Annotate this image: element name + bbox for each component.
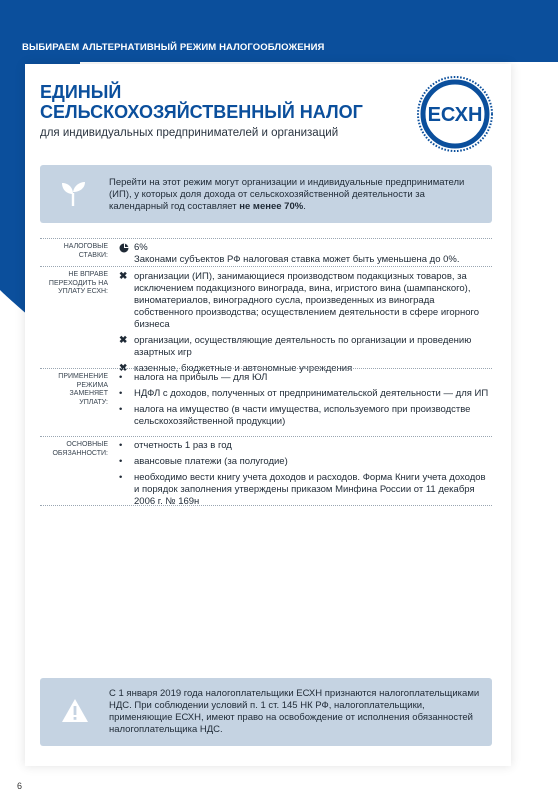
bullet-icon: •	[119, 472, 123, 483]
list-item-text: налога на прибыль — для ЮЛ	[134, 372, 268, 383]
list-item	[119, 271, 489, 331]
list-item	[119, 388, 489, 400]
row-tax-rates	[40, 238, 492, 265]
list-item-text: необходимо вести книгу учета доходов и расходов. Форма Книги учета доходов и порядок заполнения утверждены приказом Минфина России от 11 декабря 2006 г. № 169н	[134, 472, 486, 507]
info-text-end: .	[303, 201, 306, 212]
row-label-tax-rates: НАЛОГОВЫЕ СТАВКИ:	[63, 243, 108, 259]
list-item-text: НДФЛ с доходов, полученных от предпринимательской деятельности — для ИП	[134, 388, 489, 399]
pie-chart-icon	[119, 243, 129, 253]
page-title-line-1: ЕДИНЫЙ	[40, 82, 122, 102]
list-item-text: отчетность 1 раз в год	[134, 440, 232, 451]
sprout-icon	[58, 179, 88, 209]
list-item	[119, 335, 489, 359]
cross-icon: ✖	[119, 363, 128, 374]
list-item	[119, 404, 489, 428]
row-duties	[40, 436, 492, 506]
bullet-icon: •	[119, 404, 123, 415]
bullet-icon: •	[119, 456, 123, 467]
warning-text: С 1 января 2019 года налогоплательщики ЕСХН признаются налогоплательщиками НДС. При соблюдении условий п. 1 ст. 145 НК РФ, налогоплательщики, применяющие ЕСХН, имеют право на освобождение от исполнения обязанностей налогоплательщика НДС.	[109, 688, 480, 735]
warning-icon	[60, 696, 90, 726]
cross-icon: ✖	[119, 271, 128, 282]
row-body-excluded	[119, 271, 489, 379]
warning-box	[40, 678, 492, 746]
list-item	[119, 440, 489, 452]
info-box	[40, 165, 492, 223]
row-label-replaces: ПРИМЕНЕНИЕ РЕЖИМА ЗАМЕНЯЕТ УПЛАТУ:	[58, 373, 108, 406]
tax-rate-note: Законами субъектов РФ налоговая ставка может быть уменьшена до 0%.	[134, 254, 460, 265]
list-item	[119, 372, 489, 384]
list-item-text: организации (ИП), занимающиеся производством подакцизных товаров, за исключением подакцизного винограда, вина, игристого вина (шампанского), виноматериалов, виноградного сусла, произведенных из винограда собственного производства; осуществлением деятельности в сфере игорного бизнеса	[134, 271, 480, 330]
header-bar	[0, 0, 558, 62]
page-number: 6	[17, 781, 23, 791]
list-item	[119, 472, 489, 508]
list-item-text: казенные, бюджетные и автономные учреждения	[134, 363, 353, 374]
tax-rate-item	[119, 242, 489, 266]
bullet-icon: •	[119, 372, 123, 383]
row-label-excluded: НЕ ВПРАВЕ ПЕРЕХОДИТЬ НА УПЛАТУ ЕСХН:	[48, 271, 108, 295]
page-title-line-2: СЕЛЬСКОХОЗЯЙСТВЕННЫЙ НАЛОГ	[40, 102, 363, 122]
row-body-duties	[119, 440, 489, 512]
list-item-text: организации, осуществляющие деятельность по организации и проведению азартных игр	[134, 335, 472, 358]
list-item	[119, 456, 489, 468]
bullet-icon: •	[119, 388, 123, 399]
row-replaces	[40, 368, 492, 435]
page-title	[40, 82, 363, 122]
list-item-text: авансовые платежи (за полугодие)	[134, 456, 288, 467]
page-subtitle: для индивидуальных предпринимателей и организаций	[40, 127, 339, 139]
tax-rate-value: 6%	[134, 242, 148, 253]
cross-icon: ✖	[119, 335, 128, 346]
row-body-replaces	[119, 372, 489, 432]
row-label-duties: ОСНОВНЫЕ ОБЯЗАННОСТИ:	[52, 441, 108, 457]
badge-label: ЕСХН	[427, 104, 483, 126]
header-title: ВЫБИРАЕМ АЛЬТЕРНАТИВНЫЙ РЕЖИМ НАЛОГООБЛОЖЕНИЯ	[22, 42, 325, 53]
row-excluded	[40, 266, 492, 374]
list-item-text: налога на имущество (в части имущества, используемого при производстве сельскохозяйственной продукции)	[134, 404, 471, 427]
info-text	[109, 177, 479, 213]
bullet-icon: •	[119, 440, 123, 451]
info-text-bold: не менее 70%	[239, 201, 304, 212]
info-text-main: Перейти на этот режим могут организации и индивидуальные предприниматели (ИП), у которых доля дохода от сельскохозяйственной деятельности за календарный год составляет	[109, 177, 465, 212]
eshn-badge-icon	[416, 75, 494, 153]
